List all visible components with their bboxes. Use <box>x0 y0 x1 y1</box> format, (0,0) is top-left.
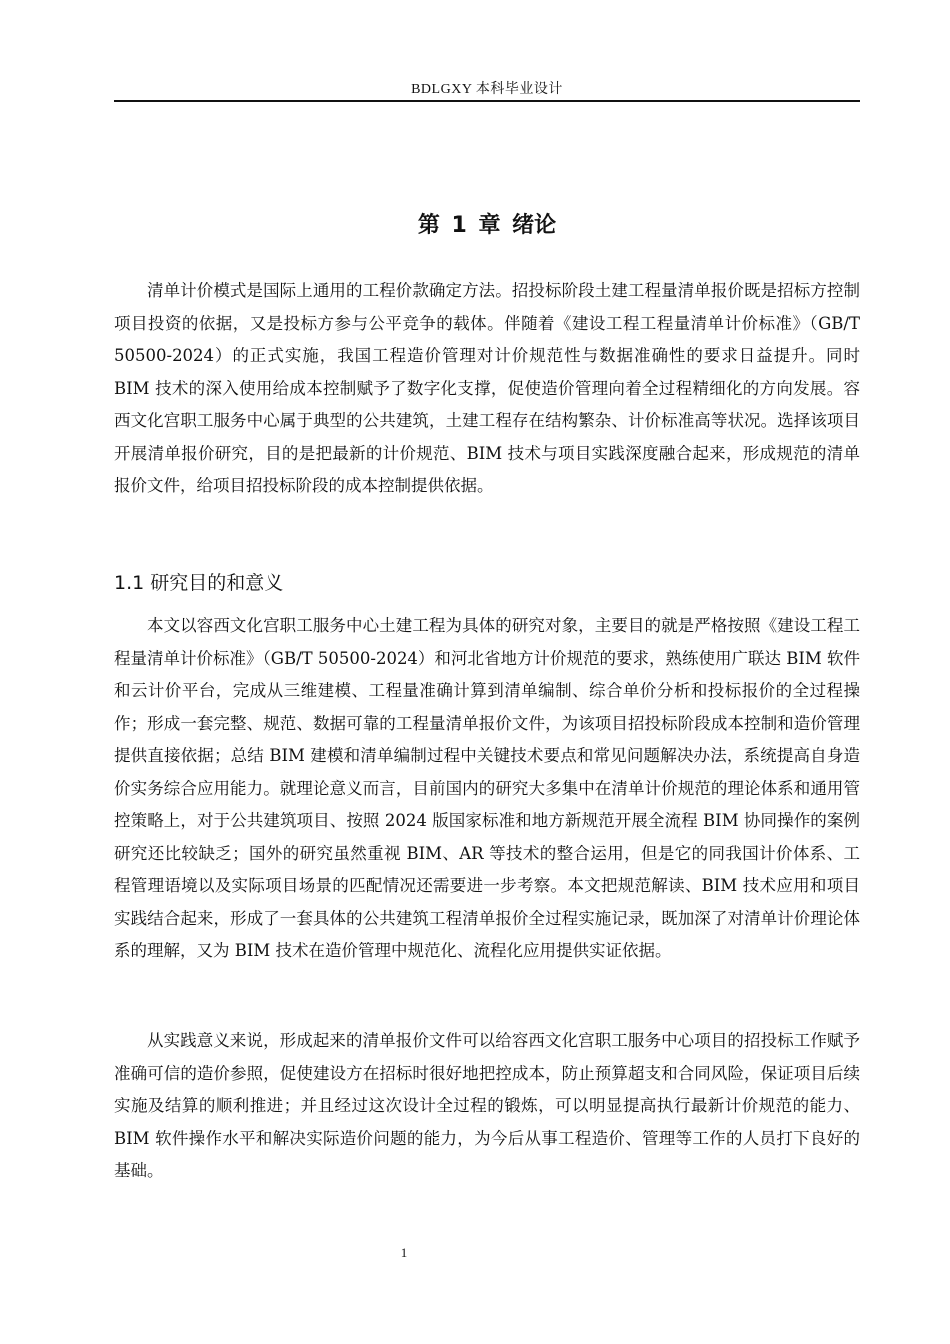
section-paragraph-purpose: 本文以容西文化宫职工服务中心土建工程为具体的研究对象，主要目的就是严格按照《建设工程工程量清单计价标准》（GB/T 50500-2024）和河北省地方计价规范的要求，熟练使用广联达 BIM 软件和云计价平台，完成从三维建模、工程量准确计算到清单编制、综合单价分析和投标报价的全过程操作；形成一套完整、规范、数据可靠的工程量清单报价文件，为该项目招投标阶段成本控制和造价管理提供直接依据；总结 BIM 建模和清单编制过程中关键技术要点和常见问题解决办法，系统提高自身造价实务综合应用能力。就理论意义而言，目前国内的研究大多集中在清单计价规范的理论体系和通用管控策略上，对于公共建筑项目、按照 2024 版国家标准和地方新规范开展全流程 BIM 协同操作的案例研究还比较缺乏；国外的研究虽然重视 BIM、AR 等技术的整合运用，但是它的同我国计价体系、工程管理语境以及实际项目场景的匹配情况还需要进一步考察。本文把规范解读、BIM 技术应用和项目实践结合起来，形成了一套具体的公共建筑工程清单报价全过程实施记录，既加深了对清单计价理论体系的理解，又为 BIM 技术在造价管理中规范化、流程化应用提供实证依据。 <box>114 616 860 960</box>
chapter-title: 第 1 章 绪论 <box>417 213 557 238</box>
page-number: 1 <box>400 1245 408 1260</box>
intro-paragraph: 清单计价模式是国际上通用的工程价款确定方法。招投标阶段土建工程量清单报价既是招标方控制项目投资的依据，又是投标方参与公平竞争的载体。伴随着《建设工程工程量清单计价标准》（GB/T 50500-2024）的正式实施，我国工程造价管理对计价规范性与数据准确性的要求日益提升。同时 BIM 技术的深入使用给成本控制赋予了数字化支撑，促使造价管理向着全过程精细化的方向发展。容西文化宫职工服务中心属于典型的公共建筑，土建工程存在结构繁杂、计价标准高等状况。选择该项目开展清单报价研究，目的是把最新的计价规范、BIM 技术与项目实践深度融合起来，形成规范的清单报价文件，给项目招投标阶段的成本控制提供依据。 <box>114 281 860 495</box>
section-paragraph-practice: 从实践意义来说，形成起来的清单报价文件可以给容西文化宫职工服务中心项目的招投标工作赋予准确可信的造价参照，促使建设方在招标时很好地把控成本，防止预算超支和合同风险，保证项目后续实施及结算的顺利推进；并且经过这次设计全过程的锻炼，可以明显提高执行最新计价规范的能力、BIM 软件操作水平和解决实际造价问题的能力，为今后从事工程造价、管理等工作的人员打下良好的基础。 <box>114 1031 860 1180</box>
header-rule <box>114 100 860 102</box>
section-title: 1.1 研究目的和意义 <box>114 572 284 594</box>
running-header: BDLGXY 本科毕业设计 <box>411 82 563 97</box>
